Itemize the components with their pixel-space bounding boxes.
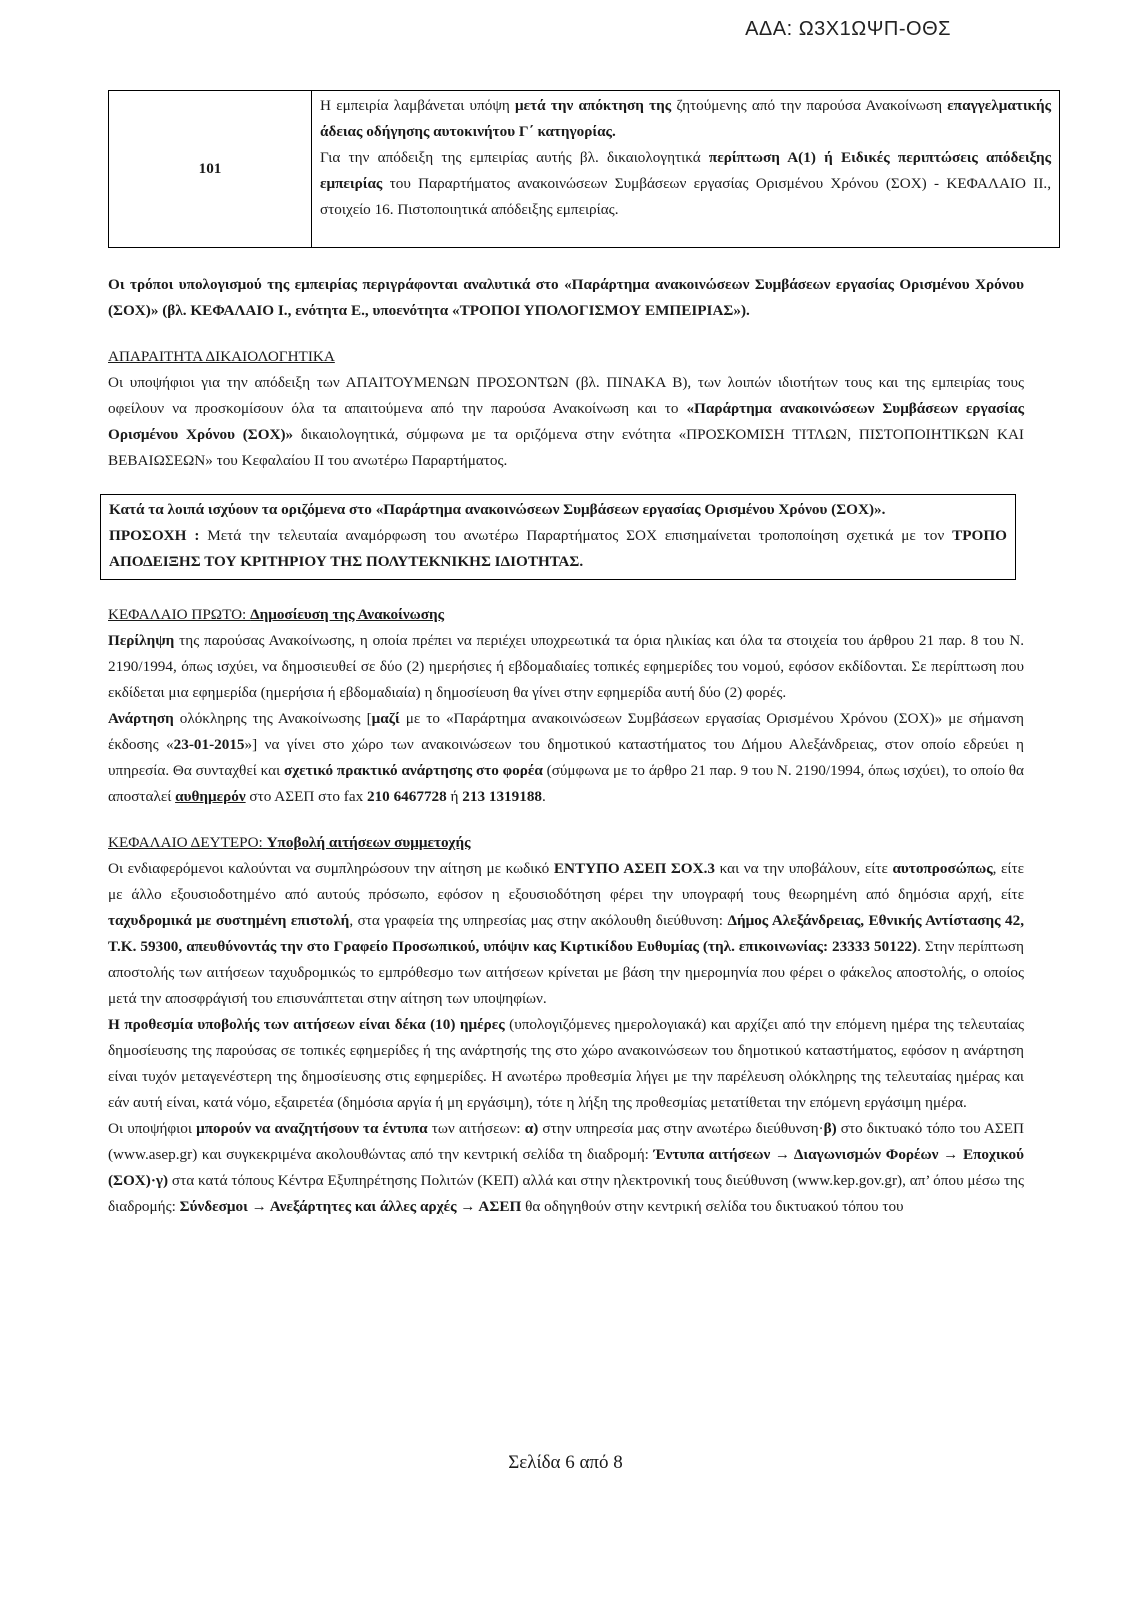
chapter1-title: Δημοσίευση της Ανακοίνωσης <box>250 606 445 623</box>
experience-table <box>108 90 1060 248</box>
ada-code: ΑΔΑ: Ω3Χ1ΩΨΠ-ΟΘΣ <box>745 18 951 40</box>
para-text: και να την υποβάλουν, είτε <box>714 860 893 877</box>
notice-attention <box>109 523 1007 575</box>
chapter2-paragraph2 <box>108 1012 1024 1116</box>
para-bold: Ανάρτηση <box>108 710 174 727</box>
para-text: . Στην περίπτωση αποστολής των αιτήσεων ταχυδρομικώς το εμπρόθεσμο των αιτήσεων κρίνεται με βάση την ημερομηνία που φέρει ο φάκελος αποστολής, ο οποίος μετά την αποσφράγισή του επισυνάπτεται στην αίτηση των υποψηφίων. <box>108 938 1024 1007</box>
attention-label: ΠΡΟΣΟΧΗ : <box>109 527 200 544</box>
desc-bold: περίπτωση Α(1) ή Ειδικές περιπτώσεις απόδειξης εμπειρίας <box>320 149 1051 192</box>
nav-path: Έντυπα αιτήσεων → Διαγωνισμών Φορέων → Εποχικού (ΣΟΧ)· <box>108 1146 1024 1189</box>
para-text: στα κατά τόπους Κέντρα Εξυπηρέτησης Πολιτών (ΚΕΠ) αλλά και στην ηλεκτρονική τους διεύθυνση (www.kep.gov.gr), απ’ όπου μέσω της διαδρομής: <box>108 1172 1024 1215</box>
desc-bold: μετά την απόκτηση της <box>515 97 672 114</box>
notice-box <box>100 494 1016 580</box>
list-marker: γ) <box>155 1172 169 1189</box>
row-code: 101 <box>109 91 312 248</box>
para-text: , στα γραφεία της υπηρεσίας μας στην ακόλουθη διεύθυνση: <box>349 912 728 929</box>
para-text: ή <box>446 788 463 805</box>
desc-text: Η εμπειρία λαμβάνεται υπόψη <box>320 97 516 114</box>
chapter2-title: Υποβολή αιτήσεων συμμετοχής <box>266 834 471 851</box>
chapter1-heading <box>108 602 1024 628</box>
same-day-label: αυθημερόν <box>175 788 246 805</box>
chapter2-label: ΚΕΦΑΛΑΙΟ ΔΕΥΤΕΡΟ: <box>108 834 267 851</box>
required-docs-heading: ΑΠΑΡΑΙΤΗΤΑ ΔΙΚΑΙΟΛΟΓΗΤΙΚΑ <box>108 348 335 365</box>
deadline-label: Η προθεσμία υποβολής των αιτήσεων είναι δέκα (10) ημέρες <box>108 1016 505 1033</box>
para-bold: ταχυδρομικά με συστημένη επιστολή <box>108 912 350 929</box>
para-text: των αιτήσεων: <box>427 1120 525 1137</box>
para-text: Οι υποψήφιοι <box>108 1120 197 1137</box>
para-text: (σύμφωνα με το άρθρο 21 παρ. 9 του Ν. 2190/1994, όπως ισχύει), το οποίο θα αποσταλεί <box>108 762 1024 805</box>
para-bold: Περίληψη <box>108 632 175 649</box>
page-number: Σελίδα 6 από 8 <box>508 1452 623 1473</box>
para-text: της παρούσας Ανακοίνωσης, η οποία πρέπει να περιέχει υποχρεωτικά τα όρια ηλικίας και όλα τα στοιχεία του άρθρου 21 παρ. 8 του Ν. 2190/1994, όπως ισχύει, να δημοσιευθεί σε δύο (2) ημερήσιες ή εβδομαδιαίες τοπικές εφημερίδες του νομού, εφόσον εκδίδονται. Σε περίπτωση που εκδίδεται μια εφημερίδα (ημερήσια ή εβδομαδιαία) η δημοσίευση θα γίνει στην εφημερίδα αυτή δύο (2) φορές. <box>108 632 1024 701</box>
para-text: ολόκληρης της Ανακοίνωσης [ <box>173 710 372 727</box>
notice-text: Κατά τα λοιπά ισχύουν τα οριζόμενα στο «Παράρτημα ανακοινώσεων Συμβάσεων εργασίας Ορισμένου Χρόνου (ΣΟΧ)». <box>109 501 886 518</box>
para-bold: μπορούν να αναζητήσουν τα έντυπα <box>196 1120 428 1137</box>
calculation-note <box>108 272 1024 324</box>
row-description <box>312 91 1060 248</box>
nav-path: Σύνδεσμοι → Ανεξάρτητες και άλλες αρχές → ΑΣΕΠ <box>179 1198 522 1215</box>
document-body <box>108 90 1051 1220</box>
list-marker: α) <box>524 1120 539 1137</box>
desc-bold: επαγγελματικής άδειας οδήγησης αυτοκινήτου Γ΄ κατηγορίας. <box>320 97 1051 140</box>
chapter1-paragraph1 <box>108 628 1024 706</box>
table-row <box>109 91 1060 248</box>
chapter2-paragraph1 <box>108 856 1024 1012</box>
para-bold: «Παράρτημα ανακοινώσεων Συμβάσεων εργασίας Ορισμένου Χρόνου (ΣΟΧ)» <box>108 400 1024 443</box>
chapter2-paragraph3 <box>108 1116 1024 1220</box>
notice-line <box>109 497 1007 523</box>
para-text: (υπολογιζόμενες ημερολογιακά) και αρχίζει από την επόμενη ημέρα της τελευταίας δημοσίευσης της παρούσας σε τοπικές εφημερίδες ή της ανάρτησής της στο χώρο ανακοινώσεων του δημοτικού καταστήματος, εφόσον η ανάρτηση είναι τυχόν μεταγενέστερη της δημοσίευσης στις εφημερίδες. Η ανωτέρω προθεσμία λήγει με την παρέλευση ολόκληρης της τελευταίας ημέρας και εάν αυτή είναι, κατά νόμο, εξαιρετέα (δημόσια αργία ή μη εργάσιμη), τότε η λήξη της προθεσμίας μετατίθεται την επόμενη εργάσιμη ημέρα. <box>108 1016 1024 1111</box>
fax-number: 210 6467728 <box>366 788 447 805</box>
notice-text: Μετά την τελευταία αναμόρφωση του ανωτέρω Παραρτήματος ΣΟΧ επισημαίνεται τροποποίηση σχετικά με τον <box>199 527 953 544</box>
para-text: , είτε με άλλο εξουσιοδοτημένο από αυτούς πρόσωπο, εφόσον η εξουσιοδότηση φέρει την υπογραφή τους θεωρημένη από δημόσια αρχή, είτε <box>108 860 1024 903</box>
list-marker: β) <box>823 1120 837 1137</box>
notice-bold: ΤΡΟΠΟ ΑΠΟΔΕΙΞΗΣ ΤΟΥ ΚΡΙΤΗΡΙΟΥ ΤΗΣ ΠΟΛΥΤΕΚΝΙΚΗΣ ΙΔΙΟΤΗΤΑΣ. <box>109 527 1007 570</box>
para-bold: σχετικό πρακτικό ανάρτησης στο φορέα <box>284 762 543 779</box>
para-text: Οι υποψήφιοι για την απόδειξη των ΑΠΑΙΤΟΥΜΕΝΩΝ ΠΡΟΣΟΝΤΩΝ (βλ. ΠΙΝΑΚΑ Β), των λοιπών ιδιοτήτων τους και της εμπειρίας τους οφείλουν να προσκομίσουν όλα τα απαιτούμενα από την παρούσα Ανακοίνωση και το <box>108 374 1024 417</box>
para-bold: αυτοπροσώπως <box>892 860 993 877</box>
chapter1-paragraph2 <box>108 706 1024 810</box>
para-bold: μαζί <box>371 710 400 727</box>
para-text: στο δικτυακό τόπο του ΑΣΕΠ (www.asep.gr) και συγκεκριμένα ακολουθώντας από την κεντρική σελίδα τη διαδρομή: <box>108 1120 1024 1163</box>
para-text: με το «Παράρτημα ανακοινώσεων Συμβάσεων εργασίας Ορισμένου Χρόνου (ΣΟΧ)» με σήμανση έκδοσης « <box>108 710 1024 753</box>
para-text: στο ΑΣΕΠ στο fax <box>245 788 367 805</box>
chapter1-label: ΚΕΦΑΛΑΙΟ ΠΡΩΤΟ: <box>108 606 251 623</box>
calculation-note-text: Οι τρόποι υπολογισμού της εμπειρίας περιγράφονται αναλυτικά στο «Παράρτημα ανακοινώσεων Συμβάσεων εργασίας Ορισμένου Χρόνου (ΣΟΧ)» (βλ. ΚΕΦΑΛΑΙΟ Ι., ενότητα Ε., υποενότητα «ΤΡΟΠΟΙ ΥΠΟΛΟΓΙΣΜΟΥ ΕΜΠΕΙΡΙΑΣ»). <box>108 276 1024 319</box>
required-docs-paragraph <box>108 370 1024 474</box>
para-text: »] να γίνει στο χώρο των ανακοινώσεων του δημοτικού καταστήματος του Δήμου Αλεξάνδρειας, στον οποίο εδρεύει η υπηρεσία. Θα συνταχθεί και <box>108 736 1024 779</box>
para-text: θα οδηγηθούν στην κεντρική σελίδα του δικτυακού τόπου του <box>521 1198 904 1215</box>
desc-text: ζητούμενης από την παρούσα Ανακοίνωση <box>671 97 948 114</box>
para-text: Οι ενδιαφερόμενοι καλούνται να συμπληρώσουν την αίτηση με κωδικό <box>108 860 554 877</box>
chapter2-heading <box>108 830 1024 856</box>
address-block: Δήμος Αλεξάνδρειας, Εθνικής Αντίστασης 42, Τ.Κ. 59300, απευθύνοντάς την στο Γραφείο Προσωπικού, υπόψιν κας Κιρτικίδου Ευθυμίας (τηλ. επικοινωνίας: 23333 50122) <box>108 912 1024 955</box>
edition-date: 23-01-2015 <box>173 736 245 753</box>
desc-text: Για την απόδειξη της εμπειρίας αυτής βλ. δικαιολογητικά <box>320 149 709 166</box>
fax-number: 213 1319188 <box>462 788 542 805</box>
para-text: δικαιολογητικά, σύμφωνα με τα οριζόμενα στην ενότητα «ΠΡΟΣΚΟΜΙΣΗ ΤΙΤΛΩΝ, ΠΙΣΤΟΠΟΙΗΤΙΚΩΝ ΚΑΙ ΒΕΒΑΙΩΣΕΩΝ» του Κεφαλαίου ΙΙ του ανωτέρω Παραρτήματος. <box>108 426 1024 469</box>
form-code: ΕΝΤΥΠΟ ΑΣΕΠ ΣΟΧ.3 <box>553 860 715 877</box>
desc-text: του Παραρτήματος ανακοινώσεων Συμβάσεων εργασίας Ορισμένου Χρόνου (ΣΟΧ) - ΚΕΦΑΛΑΙΟ ΙΙ., στοιχείο 16. Πιστοποιητικά απόδειξης εμπειρίας. <box>320 175 1051 218</box>
para-text: στην υπηρεσία μας στην ανωτέρω διεύθυνση· <box>538 1120 824 1137</box>
para-text: . <box>542 788 546 805</box>
